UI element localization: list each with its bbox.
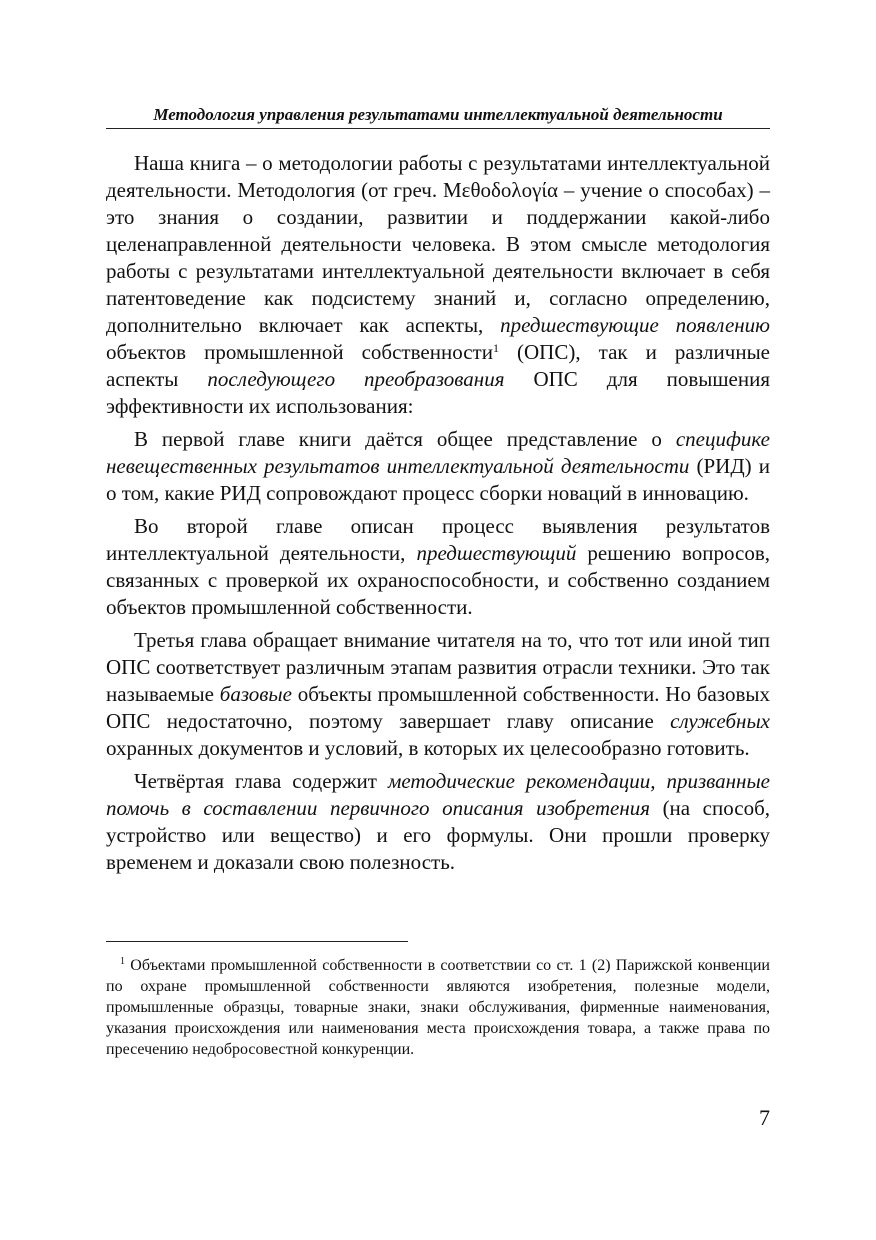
page-number: 7 bbox=[759, 1105, 770, 1130]
emphasis-text: методические рекомендации, призванные помочь в составлении первичного описания изобретения bbox=[106, 769, 770, 820]
footnote-rule bbox=[106, 941, 408, 942]
paragraph-intro bbox=[106, 150, 770, 420]
paragraph-chapter-3 bbox=[106, 627, 770, 762]
footnote bbox=[106, 955, 770, 1060]
text-run: (РИД) и о том, какие РИД сопровождают процесс сборки новаций в инновацию. bbox=[106, 454, 770, 505]
text-run: объектов промышленной собственности bbox=[106, 340, 493, 364]
text-run: Четвёртая глава содержит bbox=[134, 769, 388, 793]
paragraph-chapter-2 bbox=[106, 513, 770, 621]
footnote-marker: 1 bbox=[120, 956, 125, 967]
header-rule bbox=[106, 128, 770, 129]
emphasis-text: специфике невещественных результатов интеллектуальной деятельности bbox=[106, 427, 770, 478]
text-run: В первой главе книги даётся общее представление о bbox=[134, 427, 676, 451]
emphasis-text: служебных bbox=[670, 709, 770, 733]
paragraph-chapter-1 bbox=[106, 426, 770, 507]
text-run: Наша книга – о методологии работы с результатами интеллектуальной деятельности. Методология (от греч. Μεθοδολογία – учение о способах) – это знания о создании, развитии и поддержании какой-либо целенаправленной деятельности человека. В этом смысле методология работы с результатами интеллектуальной деятельности включает в себя патентоведение как подсистему знаний и, согласно определению, дополнительно включает как аспекты, bbox=[106, 151, 770, 337]
emphasis-text: предшествующий bbox=[416, 541, 577, 565]
emphasis-text: базовые bbox=[219, 682, 292, 706]
footnote-reference: 1 bbox=[492, 341, 499, 355]
body-text bbox=[106, 150, 770, 882]
running-header: Методология управления результатами интеллектуальной деятельности bbox=[153, 105, 723, 124]
emphasis-text: предшествующие появлению bbox=[500, 313, 770, 337]
text-run: ОПС для повышения эффективности их использования: bbox=[106, 367, 770, 418]
text-run: решению вопросов, связанных с проверкой их охраноспособности, и собственно созданием объектов промышленной собственности. bbox=[106, 541, 770, 619]
emphasis-text: последующего преобразования bbox=[207, 367, 505, 391]
text-run: объекты промышленной собственности. Но базовых ОПС недостаточно, поэтому завершает главу описание bbox=[106, 682, 770, 733]
text-run: (ОПС), так и различные аспекты bbox=[106, 340, 771, 391]
footnote-text: Объектами промышленной собственности в соответствии со ст. 1 (2) Парижской конвенции по охране промышленной собственности являются изобретения, полезные модели, промышленные образцы, товарные знаки, знаки обслуживания, фирменные наименования, указания происхождения или наименования места происхождения товара, а также права по пресечению недобросовестной конкуренции. bbox=[106, 957, 770, 1058]
text-run: охранных документов и условий, в которых их целесообразно готовить. bbox=[106, 736, 750, 760]
paragraph-chapter-4 bbox=[106, 768, 770, 876]
text-run: (на способ, устройство или вещество) и его формулы. Они прошли проверку временем и доказали свою полезность. bbox=[106, 796, 771, 874]
text-run: Третья глава обращает внимание читателя на то, что тот или иной тип ОПС соответствует различным этапам развития отрасли техники. Это так называемые bbox=[106, 628, 770, 706]
text-run: Во второй главе описан процесс выявления результатов интеллектуальной деятельности, bbox=[106, 514, 770, 565]
